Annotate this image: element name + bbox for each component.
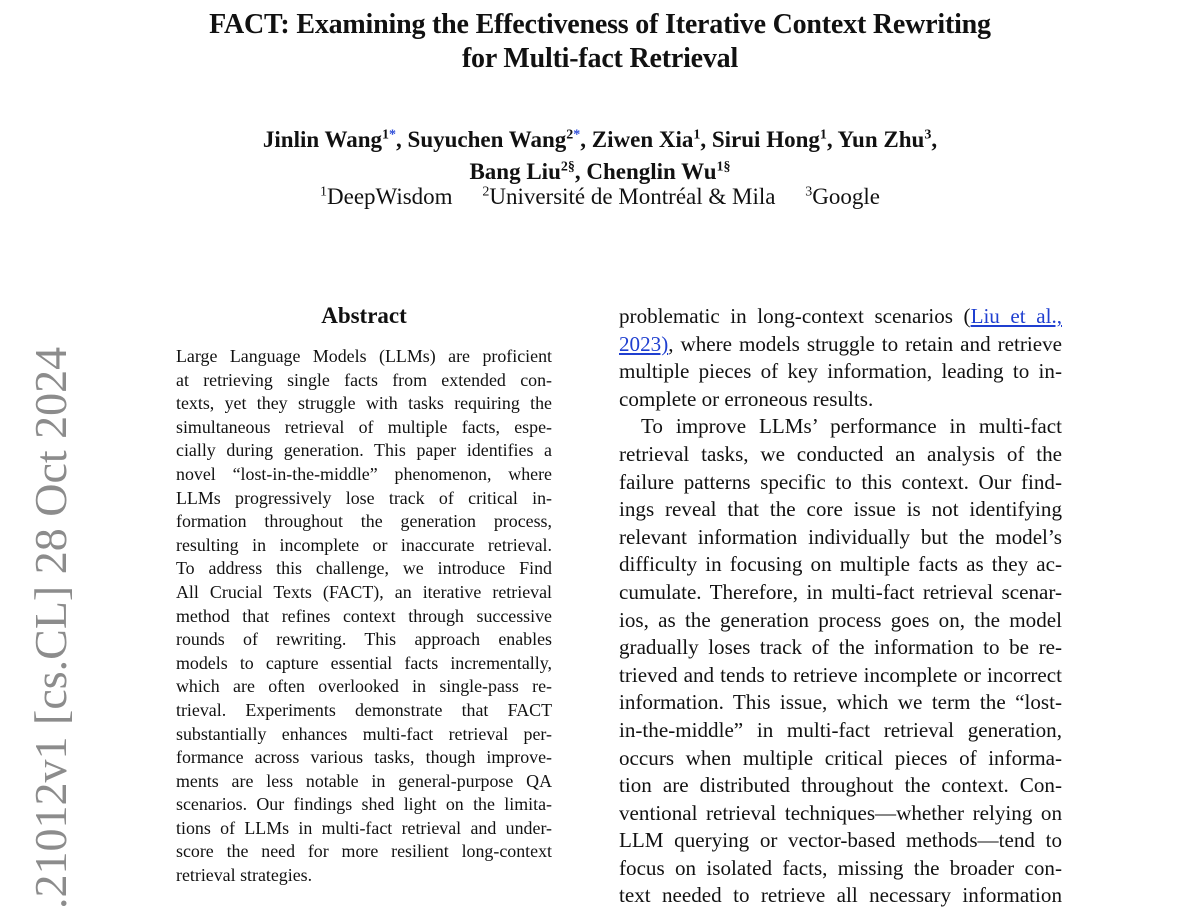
abstract-line: texts, yet they struggle with tasks requiring the <box>176 393 552 414</box>
text-line: relevant information individually but the model’s <box>619 524 1062 549</box>
text-line: complete or erroneous results. <box>619 386 874 411</box>
abstract-line: retrieval strategies. <box>176 865 313 886</box>
abstract-line: scenarios. Our findings shed light on the limita- <box>176 794 552 815</box>
text-line: trieved and tends to retrieve incomplete or incorrect <box>619 662 1062 687</box>
author-mark: § <box>723 159 731 175</box>
intro-paragraph-2 <box>619 413 1062 910</box>
text-line: ios, as the generation process goes on, the model <box>619 607 1062 632</box>
author-name: Bang Liu <box>469 159 561 184</box>
author-affil-sup: 1 <box>693 127 701 143</box>
text-line: 2023), where models struggle to retain and retrieve <box>619 331 1062 356</box>
text-line: text needed to retrieve all necessary information <box>619 883 1062 908</box>
text-line: failure patterns specific to this context. Our find- <box>619 469 1062 494</box>
author-affil-sup: 1 <box>382 127 390 143</box>
abstract-line: at retrieving single facts from extended con- <box>176 369 552 390</box>
text-line: problematic in long-context scenarios (Liu et al., <box>619 304 1062 328</box>
abstract-line: score the need for more resilient long-context <box>176 841 552 862</box>
text-line: ventional retrieval techniques—whether relying on <box>619 800 1062 825</box>
abstract-line: method that refines context through successive <box>176 605 552 626</box>
abstract-line: novel “lost-in-the-middle” phenomenon, where <box>176 463 552 484</box>
author-name: Jinlin Wang <box>262 127 383 152</box>
text-line: LLM querying or vector-based methods—tend to <box>619 828 1062 853</box>
citation-link[interactable]: Liu et al., <box>970 304 1062 328</box>
text-line: To improve LLMs’ performance in multi-fact <box>641 414 1062 439</box>
author-name: Yun Zhu <box>837 127 925 152</box>
intro-column <box>619 303 1062 910</box>
abstract-body <box>176 345 552 888</box>
text-line: information. This issue, which we term the “lost- <box>619 690 1062 715</box>
author-affil-sup: 1 <box>819 127 827 143</box>
affiliation: $^3$Google <box>805 184 880 209</box>
text-line: ings reveal that the core issue is not identifying <box>619 497 1062 522</box>
author-mark: § <box>567 159 575 175</box>
author-line-2: Bang Liu$^{2\S}$, Chenglin $Wu^{1\S}$ <box>469 159 731 184</box>
text-line: tion are distributed throughout the context. Con- <box>619 773 1062 798</box>
author-name: Ziwen Xia <box>591 127 694 152</box>
abstract-line: models to capture essential facts incrementally, <box>176 652 552 673</box>
author-affil-sup: 2 <box>560 159 568 175</box>
affiliations <box>100 182 1100 212</box>
author-affil-sup: 1 <box>716 159 724 175</box>
abstract-line: which are often overlooked in single-pass re- <box>176 676 552 697</box>
author-list <box>100 124 1100 188</box>
text-line: retrieval tasks, we conducted an analysis of the <box>619 441 1062 466</box>
abstract-line: cially during generation. This paper identifies a <box>176 440 552 461</box>
abstract-line: ments are less notable in general-purpose QA <box>176 770 552 791</box>
author-affil-sup: 2 <box>566 127 574 143</box>
text-line: occurs when multiple critical pieces of informa- <box>619 745 1062 770</box>
author-line-1: Jinlin Wang$^{1*}$, Suyuchen Wang$^{2*}$, Ziwen Xia$^1$, Sirui Hong$^1$, Yun Zhu$^3$, <box>262 127 938 152</box>
citation-link[interactable]: 2023) <box>619 331 669 356</box>
text-line: difficulty in focusing on multiple facts as they ac- <box>619 552 1062 577</box>
abstract-line: Large Language Models (LLMs) are proficient <box>176 346 552 366</box>
abstract-line: tions of LLMs in multi-fact retrieval and under- <box>176 817 552 838</box>
author-name: Chenglin Wu <box>586 159 717 184</box>
author-name: Sirui Hong <box>711 127 820 152</box>
abstract-line: resulting in incomplete or inaccurate retrieval. <box>176 534 552 555</box>
paper-title <box>100 8 1100 76</box>
author-mark: * <box>573 127 581 143</box>
text-line: gradually loses track of the information to be re- <box>619 635 1062 660</box>
abstract-line: simultaneous retrieval of multiple facts, espe- <box>176 416 552 437</box>
affiliation: $^1$DeepWisdom <box>320 184 453 209</box>
abstract-line: LLMs progressively lose track of critical in- <box>176 487 552 508</box>
abstract-line: formance across various tasks, though improve- <box>176 747 552 768</box>
abstract-line: trieval. Experiments demonstrate that FACT <box>176 699 552 720</box>
abstract-line: substantially enhances multi-fact retrieval per- <box>176 723 552 744</box>
text-line: multiple pieces of key information, leading to in- <box>619 359 1062 384</box>
text-line: focus on isolated facts, missing the broader con- <box>619 855 1062 880</box>
author-mark: * <box>389 127 397 143</box>
text-line: cumulate. Therefore, in multi-fact retrieval scenar- <box>619 579 1062 604</box>
text-line: in-the-middle” in multi-fact retrieval generation, <box>619 717 1062 742</box>
title-line: FACT: Examining the Effectiveness of Iterative Context Rewriting <box>209 9 991 40</box>
abstract-line: rounds of rewriting. This approach enables <box>176 629 552 650</box>
abstract-line: To address this challenge, we introduce Find <box>176 558 552 579</box>
author-affil-sup: 3 <box>924 127 932 143</box>
arxiv-stamp: .21012v1 [cs.CL] 28 Oct 2024 <box>25 346 76 909</box>
affiliation: $^2$Université de Montréal & Mila <box>482 184 776 209</box>
abstract-line: formation throughout the generation process, <box>176 511 552 532</box>
abstract-heading: Abstract <box>321 303 407 328</box>
author-name: Suyuchen Wang <box>407 127 567 152</box>
title-line: for Multi-fact Retrieval <box>461 43 739 74</box>
abstract-line: All Crucial Texts (FACT), an iterative retrieval <box>176 581 552 602</box>
